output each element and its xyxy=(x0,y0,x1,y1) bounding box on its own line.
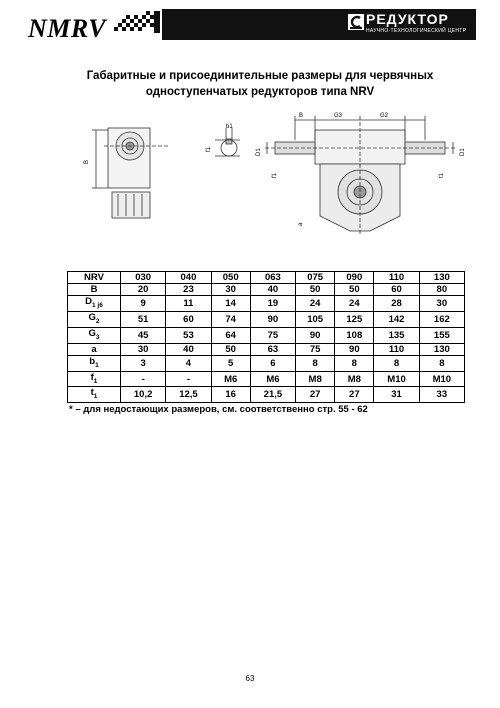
param-name: a xyxy=(91,343,97,355)
page-title xyxy=(60,68,460,100)
value-cell: 8 xyxy=(374,355,419,371)
value-cell: 60 xyxy=(374,284,419,296)
value-cell: 33 xyxy=(419,387,464,403)
header-cell-size: 110 xyxy=(374,272,419,284)
page-header xyxy=(0,0,500,48)
brand-title: NMRV xyxy=(28,14,107,43)
title-line-1: Габаритные и присоединительные размеры для червячных xyxy=(86,70,434,82)
table-row xyxy=(68,296,465,312)
param-name: f xyxy=(90,371,94,383)
checkered-flag-icon xyxy=(114,11,160,37)
table-row xyxy=(68,311,465,327)
value-cell: 125 xyxy=(335,311,374,327)
value-cell: 155 xyxy=(419,327,464,343)
value-cell: 162 xyxy=(419,311,464,327)
value-cell: 8 xyxy=(335,355,374,371)
side-view-drawing xyxy=(92,128,170,218)
value-cell: 24 xyxy=(296,296,335,312)
footnote: * – для недостающих размеров, см. соответственно стр. 55 - 62 xyxy=(69,404,368,415)
header-cell-size: 075 xyxy=(296,272,335,284)
header-cell-size: 050 xyxy=(211,272,250,284)
value-cell: 14 xyxy=(211,296,250,312)
value-cell: 142 xyxy=(374,311,419,327)
table-row xyxy=(68,387,465,403)
param-subscript: 2 xyxy=(95,317,100,325)
value-cell: - xyxy=(166,371,211,387)
param-name: G xyxy=(88,327,96,339)
value-cell: M8 xyxy=(296,371,335,387)
value-cell: 19 xyxy=(250,296,295,312)
value-cell: 63 xyxy=(250,343,295,355)
value-cell: 135 xyxy=(374,327,419,343)
label-f1-detail: f1 xyxy=(206,146,212,152)
value-cell: 74 xyxy=(211,311,250,327)
table-row xyxy=(68,284,465,296)
header-cell-size: 063 xyxy=(250,272,295,284)
label-f1-front: f1 xyxy=(272,172,278,178)
value-cell: 50 xyxy=(335,284,374,296)
value-cell: 30 xyxy=(211,284,250,296)
value-cell: M10 xyxy=(374,371,419,387)
param-cell xyxy=(68,371,121,387)
header-cell-size: 130 xyxy=(419,272,464,284)
param-name: B xyxy=(90,284,98,295)
value-cell: 10,2 xyxy=(121,387,166,403)
value-cell: 8 xyxy=(296,355,335,371)
value-cell: 31 xyxy=(374,387,419,403)
param-name: t xyxy=(90,387,94,399)
value-cell: 60 xyxy=(166,311,211,327)
value-cell: 3 xyxy=(121,355,166,371)
label-d1-left: D1 xyxy=(256,148,262,156)
param-cell xyxy=(68,327,121,343)
param-cell xyxy=(68,387,121,403)
label-d1-right: D1 xyxy=(460,148,466,156)
header-cell-size: 090 xyxy=(335,272,374,284)
param-subscript: 1 xyxy=(93,377,98,385)
header-cell-size: 040 xyxy=(166,272,211,284)
reductor-logo-icon xyxy=(348,14,364,30)
value-cell: 5 xyxy=(211,355,250,371)
value-cell: 53 xyxy=(166,327,211,343)
page-number: 63 xyxy=(245,674,255,683)
value-cell: - xyxy=(121,371,166,387)
param-subscript: 1 j6 xyxy=(92,301,103,309)
label-b1: b1 xyxy=(226,124,233,130)
value-cell: 20 xyxy=(121,284,166,296)
value-cell: 27 xyxy=(335,387,374,403)
table-row xyxy=(68,343,465,355)
label-g2: G2 xyxy=(380,113,389,119)
dimensions-table xyxy=(67,271,465,403)
title-line-2: одноступенчатых редукторов типа NRV xyxy=(145,86,375,98)
value-cell: 40 xyxy=(166,343,211,355)
reductor-logo xyxy=(346,11,474,37)
value-cell: 40 xyxy=(250,284,295,296)
value-cell: 16 xyxy=(211,387,250,403)
value-cell: 30 xyxy=(419,296,464,312)
param-cell xyxy=(68,284,121,296)
label-a: a xyxy=(298,222,304,226)
param-subscript: 1 xyxy=(95,361,99,369)
param-subscript: 3 xyxy=(95,333,100,341)
table-row xyxy=(68,327,465,343)
table-row xyxy=(68,371,465,387)
logo-subtitle: НАУЧНО-ТЕХНОЛОГИЧЕСКИЙ ЦЕНТР xyxy=(366,28,467,34)
header-cell-label: NRV xyxy=(68,272,121,284)
key-detail-drawing xyxy=(215,128,240,156)
param-name: b xyxy=(89,355,96,367)
label-g3: G3 xyxy=(334,113,343,119)
logo-name: РЕДУКТОР xyxy=(366,11,449,27)
value-cell: M8 xyxy=(335,371,374,387)
value-cell: 110 xyxy=(374,343,419,355)
param-cell xyxy=(68,296,121,312)
param-cell xyxy=(68,355,121,371)
value-cell: 28 xyxy=(374,296,419,312)
value-cell: 130 xyxy=(419,343,464,355)
value-cell: 9 xyxy=(121,296,166,312)
value-cell: M10 xyxy=(419,371,464,387)
value-cell: M6 xyxy=(211,371,250,387)
value-cell: 108 xyxy=(335,327,374,343)
value-cell: 23 xyxy=(166,284,211,296)
value-cell: 45 xyxy=(121,327,166,343)
value-cell: 105 xyxy=(296,311,335,327)
value-cell: 51 xyxy=(121,311,166,327)
value-cell: 21,5 xyxy=(250,387,295,403)
value-cell: M6 xyxy=(250,371,295,387)
header-cell-size: 030 xyxy=(121,272,166,284)
value-cell: 30 xyxy=(121,343,166,355)
param-cell xyxy=(68,343,121,355)
value-cell: 27 xyxy=(296,387,335,403)
value-cell: 4 xyxy=(166,355,211,371)
param-cell xyxy=(68,311,121,327)
value-cell: 50 xyxy=(211,343,250,355)
value-cell: 90 xyxy=(250,311,295,327)
label-b-side: B xyxy=(84,159,90,164)
param-subscript: 1 xyxy=(93,393,98,401)
label-t1: t1 xyxy=(439,172,445,178)
front-view-drawing xyxy=(265,116,455,236)
param-name: D xyxy=(85,296,93,307)
value-cell: 64 xyxy=(211,327,250,343)
value-cell: 8 xyxy=(419,355,464,371)
value-cell: 11 xyxy=(166,296,211,312)
value-cell: 90 xyxy=(335,343,374,355)
technical-drawings xyxy=(70,106,480,246)
value-cell: 12,5 xyxy=(166,387,211,403)
table-header-row xyxy=(68,272,465,284)
value-cell: 50 xyxy=(296,284,335,296)
param-name: G xyxy=(88,311,96,323)
value-cell: 90 xyxy=(296,327,335,343)
value-cell: 75 xyxy=(250,327,295,343)
table-row xyxy=(68,355,465,371)
value-cell: 80 xyxy=(419,284,464,296)
label-b-front: B xyxy=(299,113,304,119)
value-cell: 24 xyxy=(335,296,374,312)
value-cell: 75 xyxy=(296,343,335,355)
value-cell: 6 xyxy=(250,355,295,371)
